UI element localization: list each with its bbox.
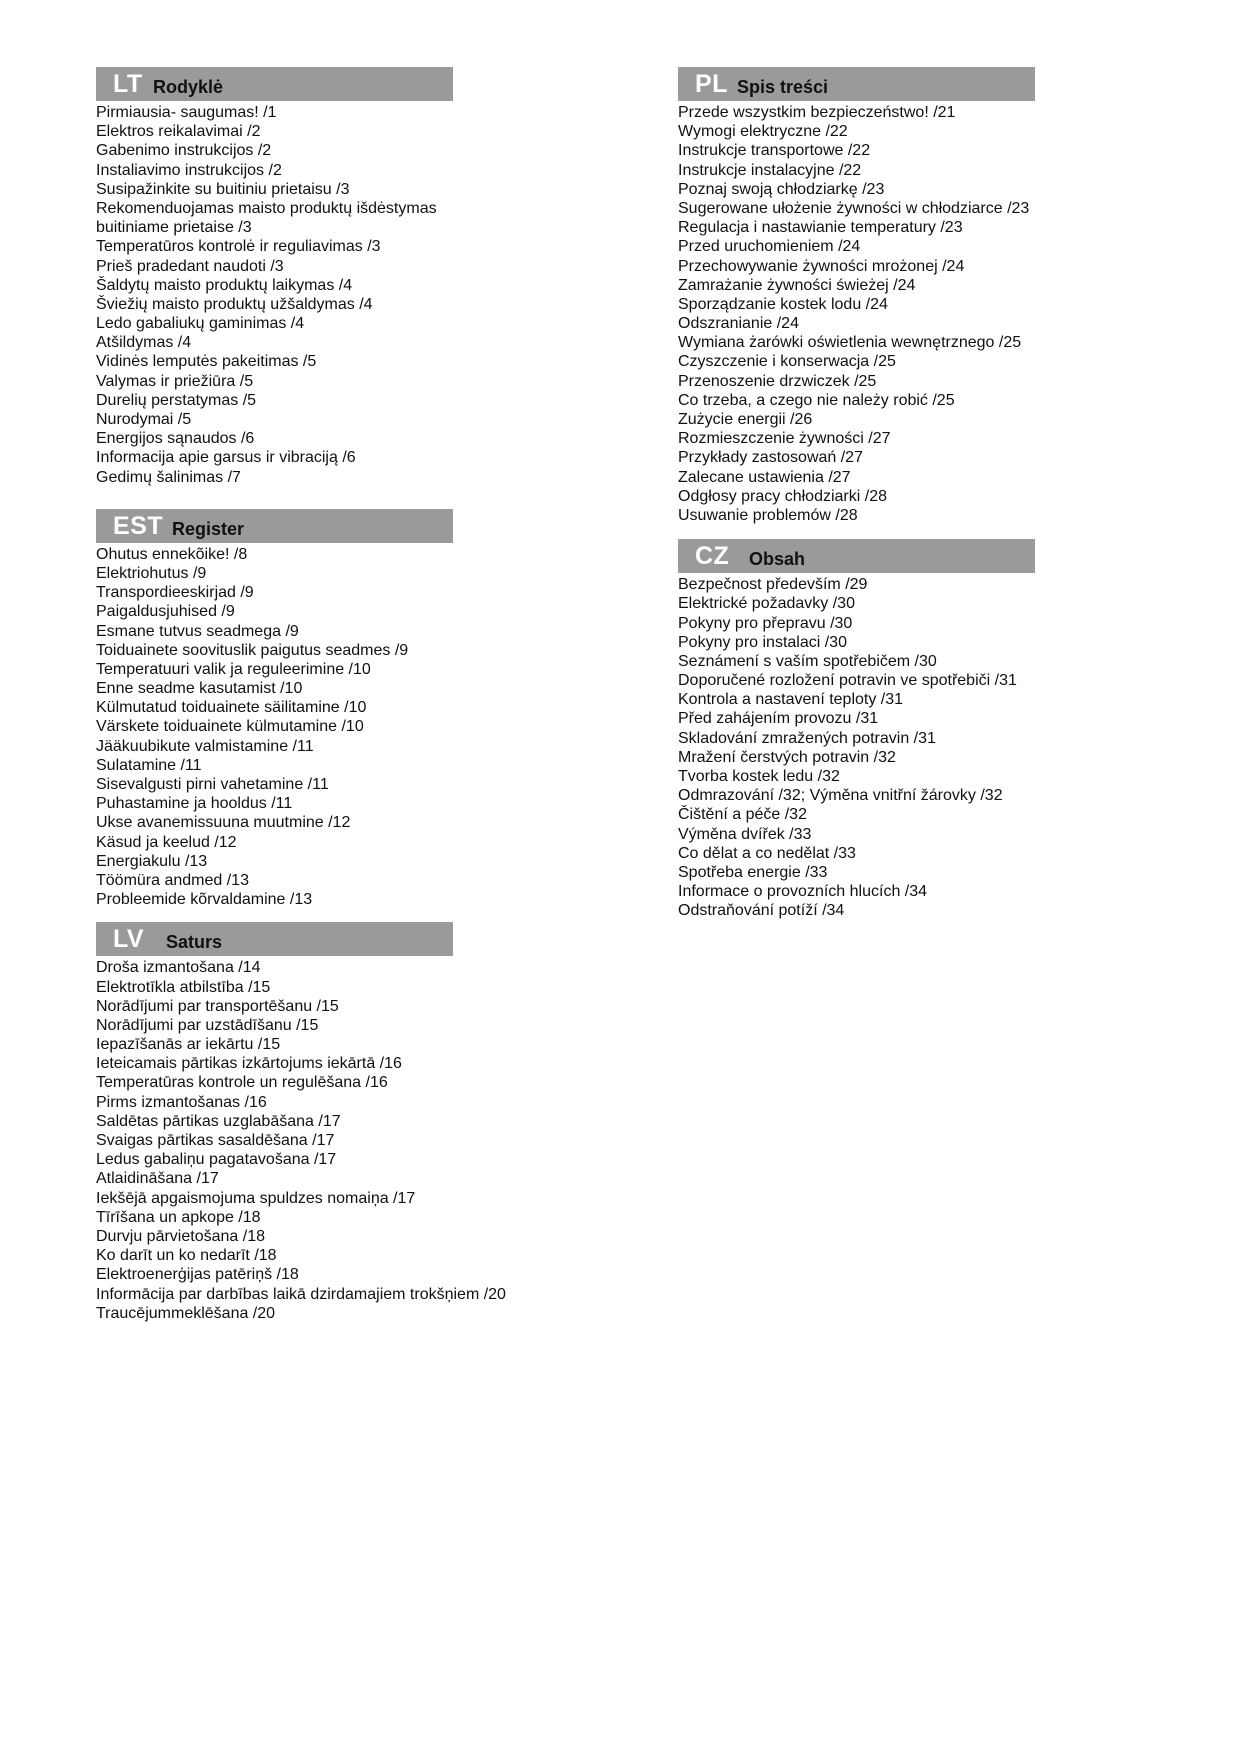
toc-entry: Odszranianie /24 <box>678 315 799 333</box>
toc-entry: Zamrażanie żywności świeżej /24 <box>678 276 916 294</box>
toc-entry: Regulacja i nastawianie temperatury /23 <box>678 219 963 237</box>
toc-entry: Esmane tutvus seadmega /9 <box>96 622 299 640</box>
toc-entry: Czyszczenie i konserwacja /25 <box>678 353 896 371</box>
toc-entry: Temperatuuri valik ja reguleerimine /10 <box>96 660 371 678</box>
section-title: Register <box>172 518 245 539</box>
toc-entry: Doporučené rozložení potravin ve spotřebiči /31 <box>678 672 1017 690</box>
toc-entry: Wymogi elektryczne /22 <box>678 123 848 141</box>
toc-entry: Tvorba kostek ledu /32 <box>678 768 840 785</box>
toc-list-pl <box>678 103 1218 525</box>
toc-entry: Elektroenerģijas patēriņš /18 <box>96 1266 299 1284</box>
toc-entry: Przechowywanie żywności mrożonej /24 <box>678 257 965 275</box>
toc-entry: Gedimų šalinimas /7 <box>96 468 241 486</box>
toc-entry: Przede wszystkim bezpieczeństwo! /21 <box>678 104 956 121</box>
toc-entry: Iekšējā apgaismojuma spuldzes nomaiņa /17 <box>96 1189 416 1207</box>
toc-entry: Zalecane ustawienia /27 <box>678 468 851 486</box>
left-column <box>96 67 656 1323</box>
toc-entry: Wymiana żarówki oświetlenia wewnętrznego /25 <box>678 334 1022 352</box>
toc-entry: Odmrazování /32; Výměna vnitřní žárovky /32 <box>678 787 1003 805</box>
toc-entry: Puhastamine ja hooldus /11 <box>96 795 293 813</box>
toc-entry: Výměna dvířek /33 <box>678 825 812 843</box>
toc-entry: Atšildymas /4 <box>96 334 192 352</box>
toc-entry: Instaliavimo instrukcijos /2 <box>96 161 282 179</box>
toc-entry: Jääkuubikute valmistamine /11 <box>96 737 314 755</box>
toc-entry: Zużycie energii /26 <box>678 411 813 428</box>
toc-entry: Ukse avanemissuuna muutmine /12 <box>96 814 351 832</box>
toc-entry: Elektrotīkla atbilstība /15 <box>96 978 271 996</box>
section-header-est <box>96 509 453 543</box>
toc-entry: Ieteicamais pārtikas izkārtojums iekārtā /16 <box>96 1055 402 1073</box>
toc-entry: Atlaidināšana /17 <box>96 1170 219 1188</box>
toc-entry: Käsud ja keelud /12 <box>96 833 237 851</box>
toc-entry: Przykłady zastosowań /27 <box>678 449 863 467</box>
toc-entry: Norādījumi par transportēšanu /15 <box>96 997 339 1015</box>
toc-entry: Elektros reikalavimai /2 <box>96 123 261 141</box>
toc-entry: Šaldytų maisto produktų laikymas /4 <box>96 276 353 294</box>
toc-entry: Mražení čerstvých potravin /32 <box>678 748 896 766</box>
toc-list-lv <box>96 958 656 1323</box>
toc-entry: Pirms izmantošanas /16 <box>96 1093 267 1111</box>
toc-entry: Probleemide kõrvaldamine /13 <box>96 891 313 909</box>
toc-entry: Rozmieszczenie żywności /27 <box>678 430 891 448</box>
toc-entry: Durvju pārvietošana /18 <box>96 1227 265 1245</box>
toc-entry: Informacija apie garsus ir vibraciją /6 <box>96 449 356 467</box>
toc-entry: Instrukcje transportowe /22 <box>678 142 871 160</box>
toc-entry: Informācija par darbības laikā dzirdamajiem trokšņiem /20 <box>96 1285 506 1303</box>
toc-list-lt <box>96 103 656 487</box>
toc-entry: Sulatamine /11 <box>96 756 202 774</box>
section-header-lv <box>96 922 453 956</box>
toc-entry: Iepazīšanās ar iekārtu /15 <box>96 1036 281 1054</box>
toc-entry: Pokyny pro instalaci /30 <box>678 633 847 651</box>
toc-entry: Informace o provozních hlucích /34 <box>678 883 928 901</box>
toc-entry: Ledo gabaliukų gaminimas /4 <box>96 315 305 333</box>
toc-entry: Svaigas pārtikas sasaldēšana /17 <box>96 1132 335 1149</box>
toc-entry: Odstraňování potíží /34 <box>678 902 845 920</box>
toc-entry: Co trzeba, a czego nie należy robić /25 <box>678 391 955 409</box>
toc-entry: Energiakulu /13 <box>96 852 208 870</box>
toc-entry: Bezpečnost především /29 <box>678 576 868 594</box>
toc-entry: Przed uruchomieniem /24 <box>678 238 861 256</box>
section-code: CZ <box>695 542 730 571</box>
toc-entry: Traucējummeklēšana /20 <box>96 1304 276 1322</box>
toc-entry: Ko darīt un ko nedarīt /18 <box>96 1247 277 1265</box>
toc-entry: Valymas ir priežiūra /5 <box>96 372 254 390</box>
toc-list-cz <box>678 575 1218 920</box>
toc-entry: Prieš pradedant naudoti /3 <box>96 257 284 275</box>
section-header-cz <box>678 539 1035 573</box>
toc-entry: Poznaj swoją chłodziarkę /23 <box>678 180 885 198</box>
toc-entry: Sisevalgusti pirni vahetamine /11 <box>96 776 329 793</box>
toc-entry: buitiniame prietaise /3 <box>96 219 252 237</box>
toc-entry: Kontrola a nastavení teploty /31 <box>678 691 904 709</box>
section-code: LV <box>113 925 145 954</box>
section-header-lt <box>96 67 453 101</box>
toc-entry: Töömüra andmed /13 <box>96 871 249 889</box>
toc-entry: Nurodymai /5 <box>96 411 192 428</box>
section-header-pl <box>678 67 1035 101</box>
toc-entry: Temperatūras kontrole un regulēšana /16 <box>96 1074 388 1092</box>
toc-entry: Energijos sąnaudos /6 <box>96 430 255 448</box>
section-lt <box>96 67 656 487</box>
toc-entry: Spotřeba energie /33 <box>678 863 828 881</box>
toc-entry: Co dělat a co nedělat /33 <box>678 844 856 862</box>
toc-entry: Toiduainete soovituslik paigutus seadmes /9 <box>96 641 409 659</box>
toc-entry: Skladování zmražených potravin /31 <box>678 729 936 747</box>
toc-entry: Pirmiausia- saugumas! /1 <box>96 104 277 121</box>
toc-entry: Usuwanie problemów /28 <box>678 506 858 524</box>
toc-entry: Sporządzanie kostek lodu /24 <box>678 295 888 313</box>
section-title: Rodyklė <box>153 77 224 97</box>
toc-entry: Przenoszenie drzwiczek /25 <box>678 372 877 390</box>
toc-entry: Elektriohutus /9 <box>96 564 207 582</box>
toc-entry: Vidinės lemputės pakeitimas /5 <box>96 353 317 371</box>
section-code: PL <box>695 70 728 98</box>
toc-entry: Ledus gabaliņu pagatavošana /17 <box>96 1151 337 1169</box>
toc-entry: Norādījumi par uzstādīšanu /15 <box>96 1016 319 1034</box>
toc-entry: Gabenimo instrukcijos /2 <box>96 142 272 160</box>
section-code: EST <box>113 511 164 540</box>
toc-entry: Před zahájením provozu /31 <box>678 710 879 728</box>
section-est <box>96 509 656 910</box>
toc-entry: Transpordieeskirjad /9 <box>96 584 254 602</box>
toc-list-est <box>96 545 656 910</box>
toc-entry: Susipažinkite su buitiniu prietaisu /3 <box>96 180 350 198</box>
section-title: Saturs <box>166 932 223 953</box>
toc-entry: Instrukcje instalacyjne /22 <box>678 161 862 179</box>
toc-entry: Sugerowane ułożenie żywności w chłodziarce /23 <box>678 199 1030 217</box>
toc-entry: Seznámení s vaším spotřebičem /30 <box>678 652 937 670</box>
section-pl <box>678 67 1218 525</box>
section-code: LT <box>113 70 143 98</box>
toc-entry: Värskete toiduainete külmutamine /10 <box>96 718 364 736</box>
toc-entry: Enne seadme kasutamist /10 <box>96 680 303 698</box>
section-title: Spis treści <box>737 77 829 97</box>
toc-entry: Paigaldusjuhised /9 <box>96 603 235 621</box>
toc-entry: Ohutus ennekõike! /8 <box>96 545 248 563</box>
section-lv <box>96 922 656 1323</box>
toc-entry: Rekomenduojamas maisto produktų išdėstymas <box>96 199 437 217</box>
toc-entry: Pokyny pro přepravu /30 <box>678 614 853 632</box>
section-title: Obsah <box>749 549 806 570</box>
toc-entry: Elektrické požadavky /30 <box>678 595 855 613</box>
toc-entry: Külmutatud toiduainete säilitamine /10 <box>96 699 367 717</box>
toc-entry: Saldētas pārtikas uzglabāšana /17 <box>96 1112 341 1130</box>
toc-entry: Durelių perstatymas /5 <box>96 391 257 409</box>
right-column <box>678 67 1218 921</box>
toc-entry: Šviežių maisto produktų užšaldymas /4 <box>96 295 373 313</box>
toc-entry: Čištění a péče /32 <box>678 806 807 824</box>
toc-entry: Odgłosy pracy chłodziarki /28 <box>678 487 887 505</box>
toc-entry: Tīrīšana un apkope /18 <box>96 1208 261 1226</box>
section-cz <box>678 539 1218 920</box>
toc-entry: Temperatūros kontrolė ir reguliavimas /3 <box>96 238 381 256</box>
toc-entry: Droša izmantošana /14 <box>96 959 261 977</box>
